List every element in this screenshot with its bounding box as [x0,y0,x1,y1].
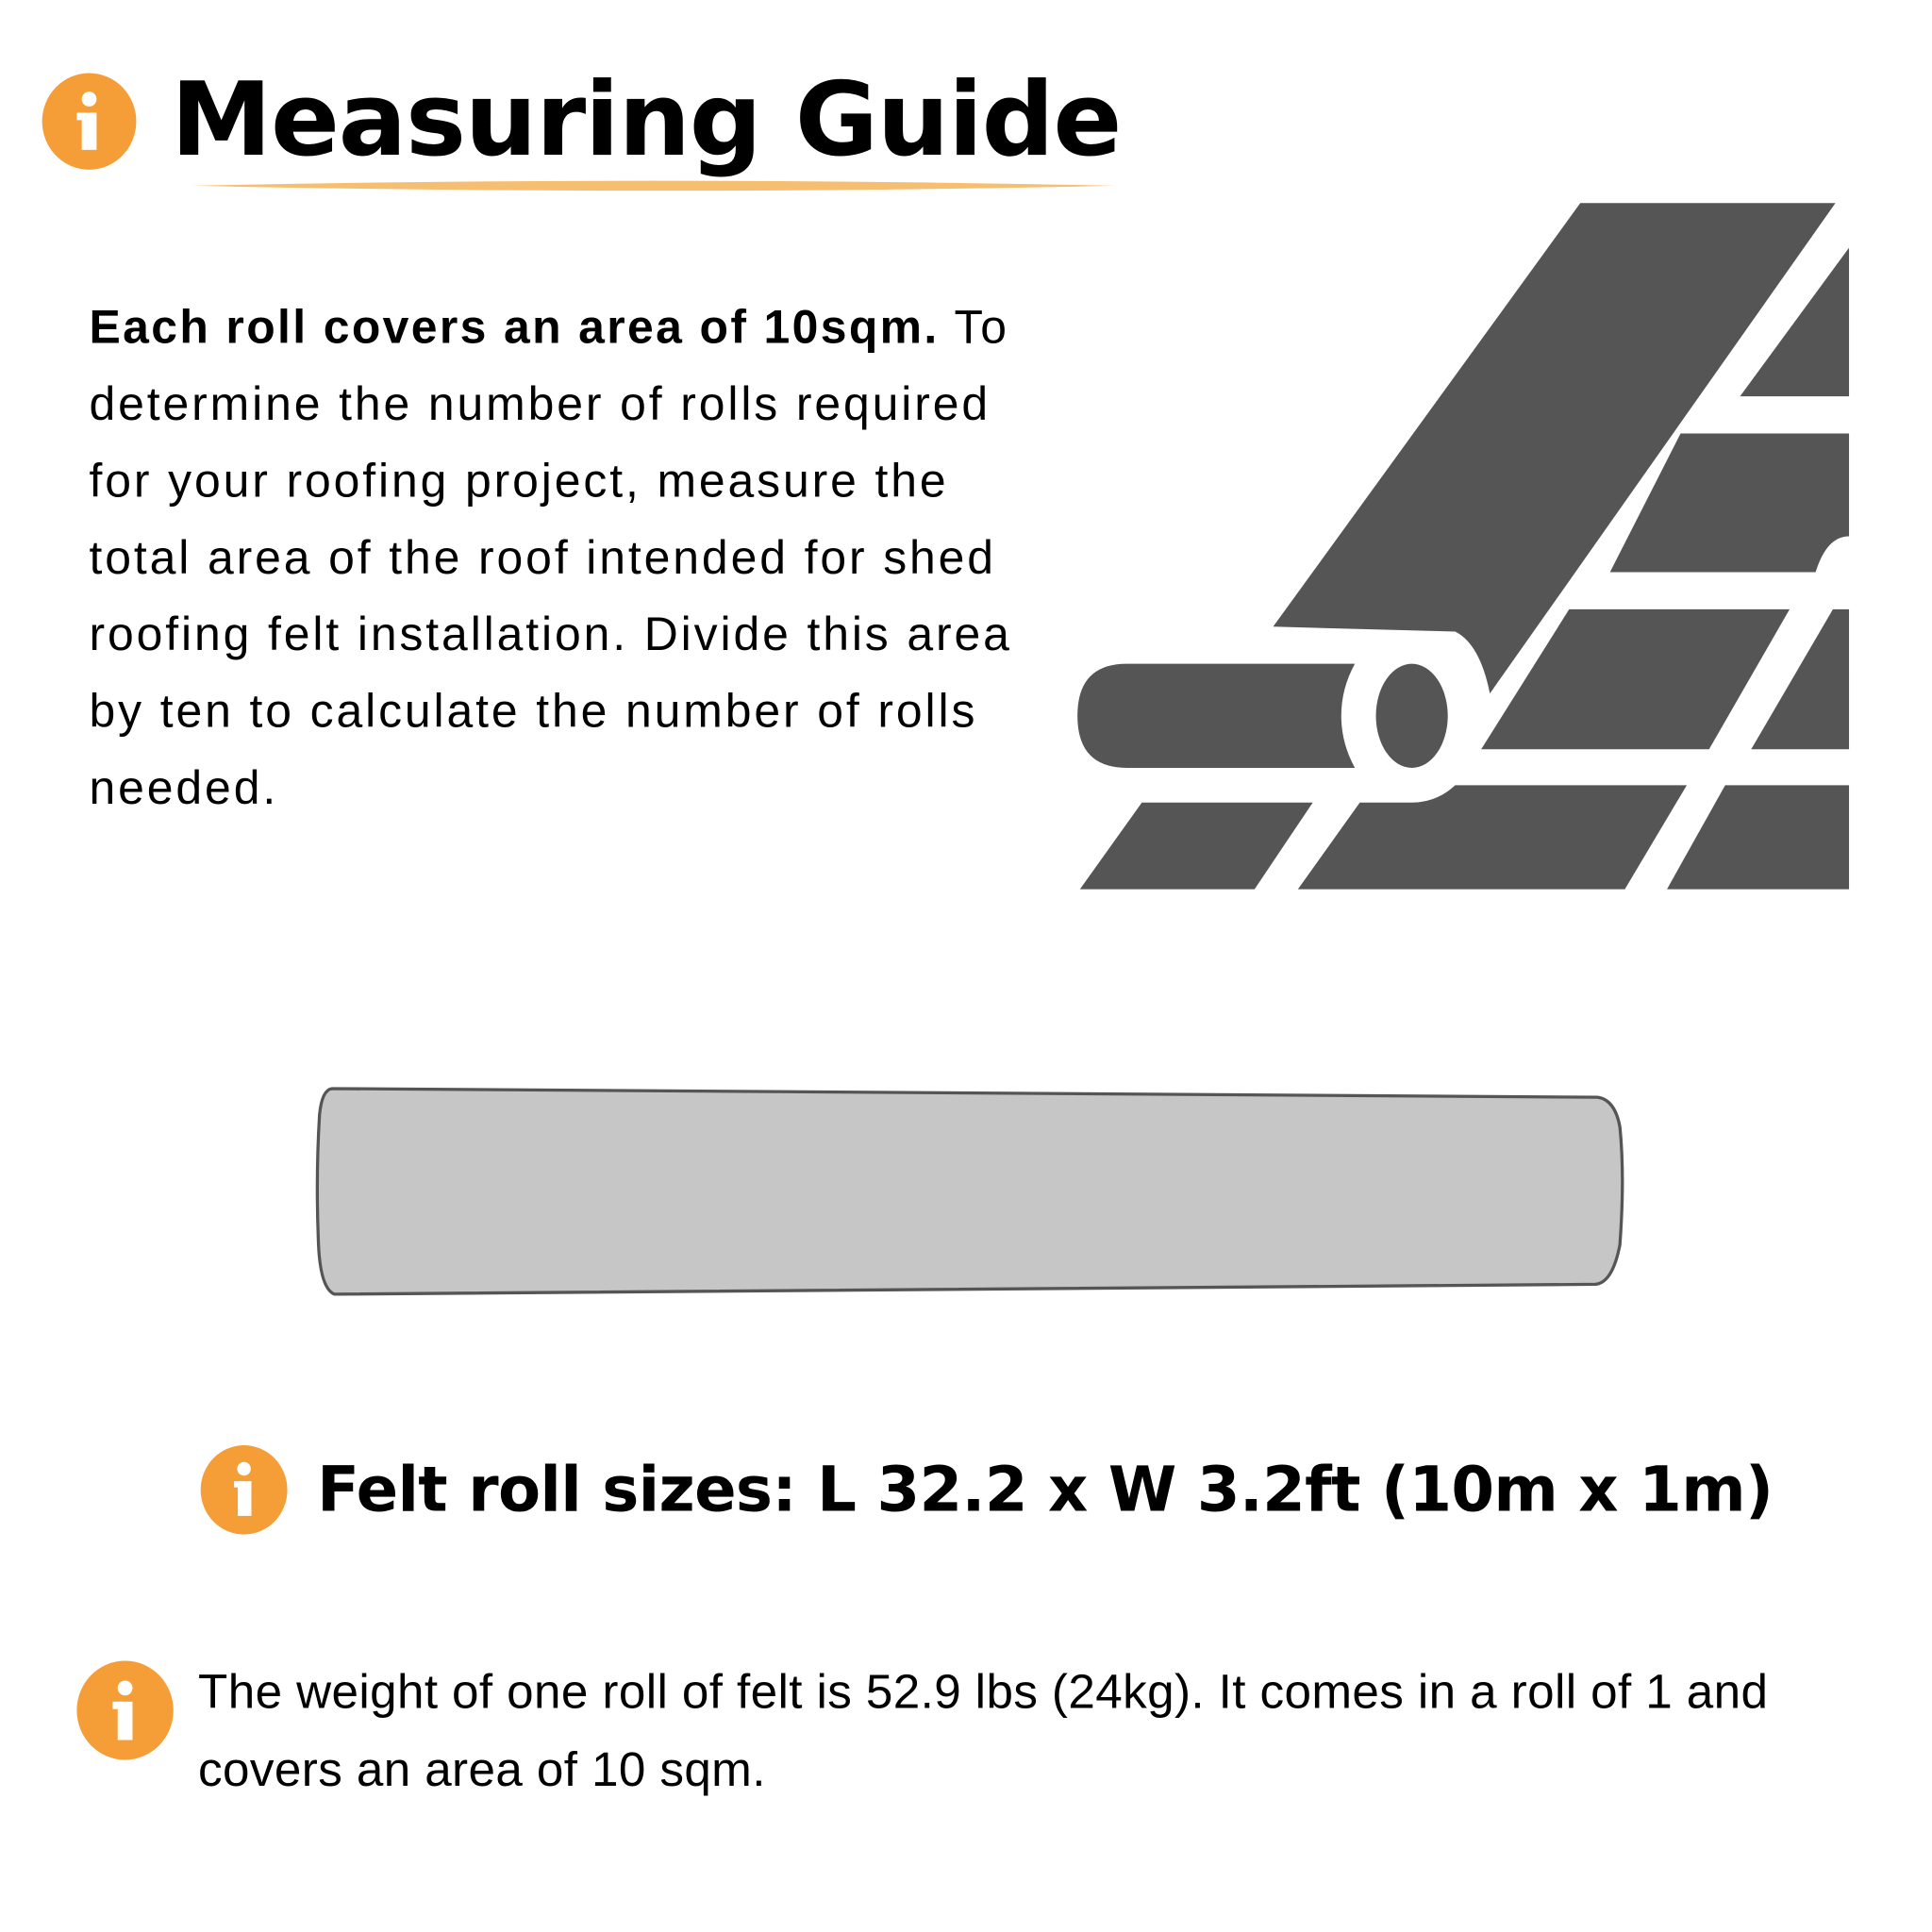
title-underline [192,179,1114,192]
intro-bold-text: Each roll covers an area of 10sqm. [89,302,940,355]
info-icon [199,1444,289,1536]
roll-sizes-text: Felt roll sizes: L 32.2 x W 3.2ft (10m x 1m) [317,1454,1774,1526]
info-icon [40,72,139,171]
info-icon [75,1659,175,1761]
intro-paragraph [90,290,1056,827]
felt-roll-image [309,1077,1635,1307]
page-title: Measuring Guide [171,61,1122,180]
roof-felt-roll-icon [1065,198,1857,904]
intro-body-text: To determine the number of rolls required for your roofing project, measure the total area of the roof intended for shed roofing felt installation. Divide this area by ten to calculate the number of rolls needed. [89,302,1012,815]
weight-paragraph: The weight of one roll of felt is 52.9 lbs (24kg). It comes in a roll of 1 and covers an area of 10 sqm. [198,1665,1769,1797]
